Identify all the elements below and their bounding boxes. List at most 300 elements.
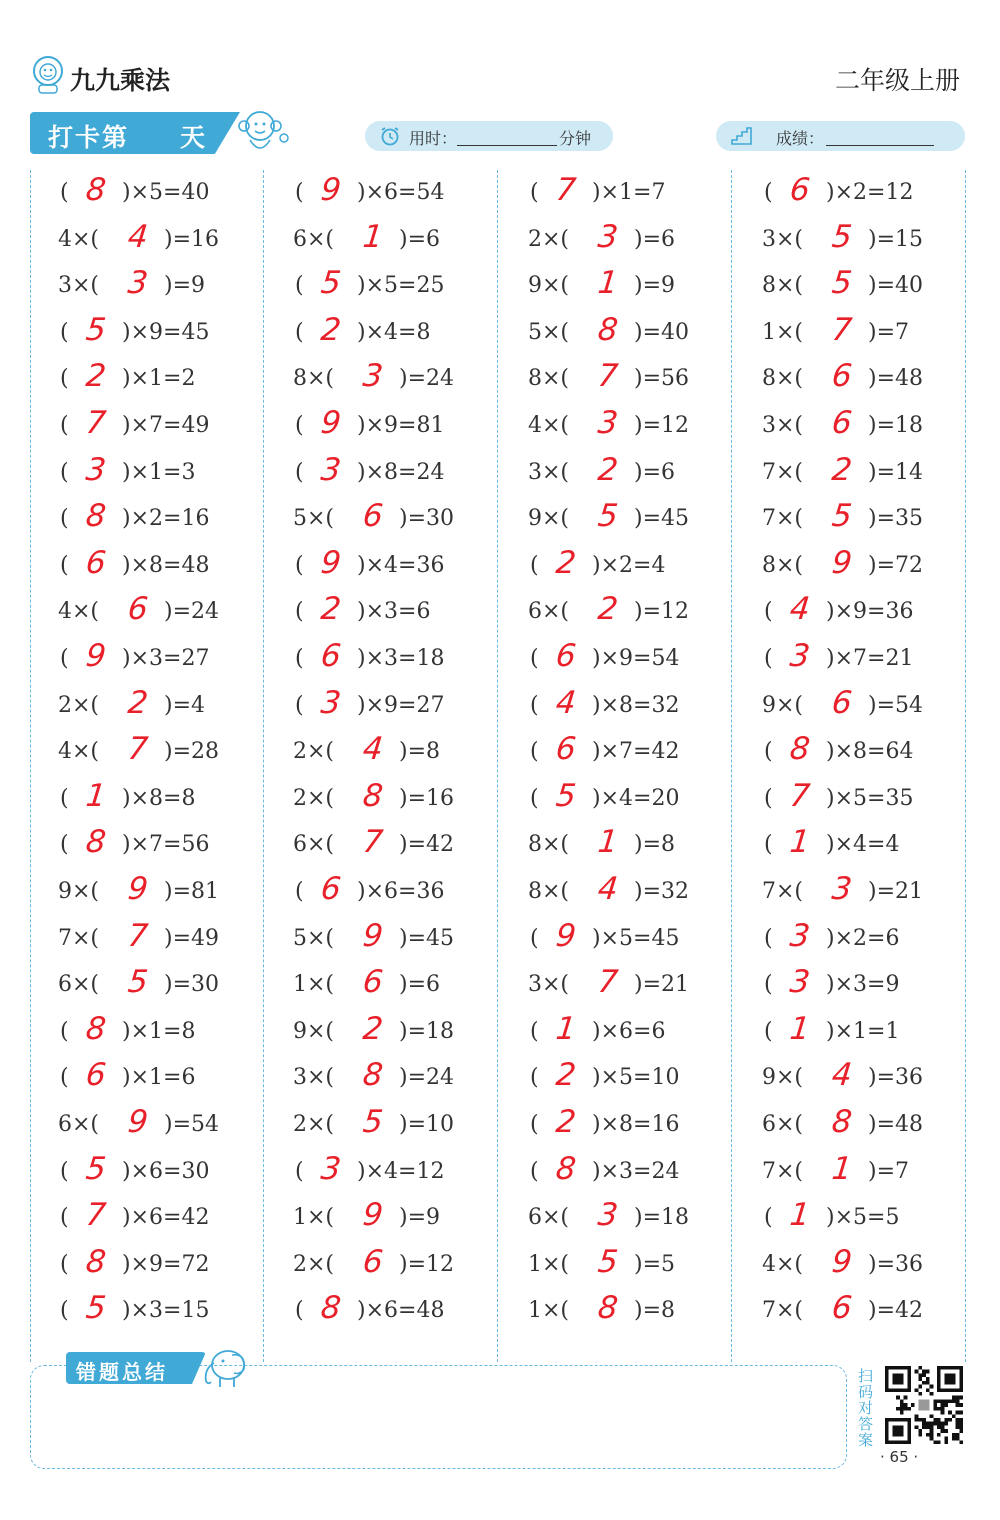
score-input-line[interactable] [826,145,934,146]
problem-suffix: )×9=72 [122,1251,210,1277]
problem-prefix: ( [530,785,539,811]
problem-item [734,636,967,682]
handwritten-answer[interactable]: 7 [126,731,150,768]
monkey-mascot-icon [232,104,290,160]
handwritten-answer[interactable]: 5 [830,498,854,535]
problem-prefix: 4×( [528,413,570,438]
handwritten-answer[interactable]: 7 [126,917,150,954]
handwritten-answer[interactable]: 1 [788,824,812,861]
handwritten-answer[interactable]: 9 [126,1104,150,1140]
handwritten-answer[interactable]: 6 [788,172,812,208]
problem-item [30,589,263,635]
handwritten-answer[interactable]: 9 [126,871,150,907]
problem-prefix: 3×( [58,273,100,299]
problem-prefix: ( [60,366,69,392]
problem-suffix: )×6=54 [357,180,445,205]
handwritten-answer[interactable]: 5 [84,1150,108,1187]
handwritten-answer[interactable]: 2 [319,311,343,348]
handwritten-answer[interactable]: 7 [554,172,578,208]
problem-item [734,403,967,449]
problem-item [734,1149,967,1195]
problem-prefix: ( [530,925,539,951]
problem-item [30,450,263,496]
problem-item [30,217,263,263]
handwritten-answer[interactable]: 5 [84,1290,108,1327]
handwritten-answer[interactable]: 7 [596,358,620,395]
problem-item [734,496,967,542]
problem-item [500,217,733,263]
problem-prefix: ( [295,552,304,578]
problem-prefix: ( [295,879,304,904]
handwritten-answer[interactable]: 5 [596,498,620,535]
handwritten-answer[interactable]: 3 [596,405,620,441]
problem-suffix: )×9=54 [592,646,680,671]
problem-item [265,403,498,449]
handwritten-answer[interactable]: 3 [788,964,812,1001]
problem-suffix: )×5=5 [826,1205,900,1231]
problem-prefix: ( [295,459,304,485]
problem-suffix: )=18 [399,1018,455,1044]
problem-prefix: ( [530,1018,539,1044]
problem-suffix: )=36 [868,1065,924,1091]
handwritten-answer[interactable]: 5 [596,1243,620,1280]
handwritten-answer[interactable]: 9 [361,917,385,954]
problem-prefix: ( [764,1018,773,1044]
problem-suffix: )=14 [868,459,924,485]
handwritten-answer[interactable]: 2 [596,451,620,488]
problem-prefix: 4×( [58,226,100,252]
problem-item [265,1102,498,1148]
problem-suffix: )=8 [634,1298,676,1324]
problem-suffix: )=54 [868,692,924,718]
problem-prefix: ( [530,552,539,578]
problem-prefix: 7×( [762,459,804,485]
handwritten-answer[interactable]: 3 [596,1197,620,1234]
problem-item [265,916,498,962]
problem-item [30,310,263,356]
problem-item [265,496,498,542]
problem-item [30,729,263,775]
problem-item [734,543,967,589]
handwritten-answer[interactable]: 2 [554,1057,578,1094]
problem-suffix: )×5=25 [357,273,445,299]
handwritten-answer[interactable]: 7 [84,405,108,441]
problem-item [265,543,498,589]
handwritten-answer[interactable]: 9 [361,1197,385,1234]
problem-prefix: ( [764,599,773,625]
handwritten-answer[interactable]: 8 [554,1150,578,1187]
problem-suffix: )=48 [868,366,924,392]
problem-item [30,263,263,309]
time-label: 用时： [409,129,458,148]
handwritten-answer[interactable]: 8 [361,1057,385,1094]
handwritten-answer[interactable]: 7 [788,777,812,814]
problem-prefix: 9×( [293,1018,335,1044]
problem-item [265,450,498,496]
handwritten-answer[interactable]: 1 [830,1150,854,1187]
handwritten-answer[interactable]: 1 [554,1010,578,1047]
handwritten-answer[interactable]: 7 [596,964,620,1001]
problem-suffix: )=5 [634,1251,676,1277]
handwritten-answer[interactable]: 3 [126,265,150,302]
handwritten-answer[interactable]: 6 [554,731,578,768]
problem-suffix: )×1=6 [122,1065,196,1091]
problem-item [500,1242,733,1288]
elephant-icon [198,1345,252,1389]
problem-prefix: ( [295,319,304,345]
score-field [716,121,965,151]
problem-item [265,729,498,775]
problem-column-4 [734,170,967,1362]
handwritten-answer[interactable]: 6 [361,1243,385,1280]
problem-item [500,589,733,635]
problem-suffix: )=40 [868,273,924,299]
problem-item [734,1009,967,1055]
problem-suffix: )×6=36 [357,879,445,904]
problem-item [265,1242,498,1288]
problem-prefix: ( [530,739,539,765]
problem-suffix: )=36 [868,1251,924,1277]
handwritten-answer[interactable]: 3 [361,358,385,395]
problem-suffix: )=24 [399,366,455,392]
problem-prefix: 7×( [762,506,804,532]
problem-item [265,962,498,1008]
handwritten-answer[interactable]: 5 [126,964,150,1001]
handwritten-answer[interactable]: 3 [319,451,343,488]
handwritten-answer[interactable]: 7 [830,311,854,348]
problem-item [734,822,967,868]
problem-suffix: )×8=24 [357,459,445,485]
handwritten-answer[interactable]: 9 [830,1243,854,1280]
handwritten-answer[interactable]: 3 [596,218,620,255]
handwritten-answer[interactable]: 2 [126,684,150,721]
handwritten-answer[interactable]: 1 [361,218,385,255]
problem-suffix: )=30 [164,972,220,998]
checkin-label: 打卡第 [48,123,130,152]
problem-prefix: ( [60,646,69,671]
problem-item [734,962,967,1008]
handwritten-answer[interactable]: 4 [361,731,385,768]
problem-column-3 [500,170,733,1362]
problem-prefix: ( [764,739,773,765]
problem-suffix: )×1=1 [826,1018,900,1044]
problem-prefix: ( [295,646,304,671]
problem-item [500,263,733,309]
problem-item [30,496,263,542]
problem-prefix: 1×( [293,1205,335,1231]
problem-item [500,310,733,356]
problem-item [500,636,733,682]
problem-item [734,589,967,635]
handwritten-answer[interactable]: 1 [84,777,108,814]
problem-prefix: ( [530,1065,539,1091]
time-field [365,121,613,151]
problem-suffix: )=9 [399,1205,441,1231]
handwritten-answer[interactable]: 7 [84,1197,108,1234]
problem-item [500,543,733,589]
problem-grid [30,170,965,1362]
problem-prefix: 3×( [528,972,570,998]
handwritten-answer[interactable]: 6 [84,544,108,581]
handwritten-answer[interactable]: 8 [84,498,108,535]
problem-item [734,1055,967,1101]
handwritten-answer[interactable]: 2 [361,1010,385,1047]
problem-item [734,916,967,962]
problem-suffix: )=9 [164,273,206,299]
handwritten-answer[interactable]: 4 [126,218,150,255]
problem-suffix: )=18 [634,1205,690,1231]
handwritten-answer[interactable]: 6 [830,358,854,395]
handwritten-answer[interactable]: 9 [84,638,108,674]
problem-suffix: )=4 [164,692,206,718]
handwritten-answer[interactable]: 1 [788,1010,812,1047]
problem-prefix: ( [60,1298,69,1324]
handwritten-answer[interactable]: 6 [830,1290,854,1327]
handwritten-answer[interactable]: 8 [361,777,385,814]
problem-prefix: ( [60,413,69,438]
problem-prefix: ( [295,1158,304,1184]
problem-suffix: )×3=6 [357,599,431,625]
handwritten-answer[interactable]: 8 [319,1290,343,1327]
book-title: 九九乘法 [70,66,171,95]
handwritten-answer[interactable]: 9 [319,172,343,208]
problem-prefix: ( [295,413,304,438]
problem-prefix: ( [60,1018,69,1044]
problem-prefix: ( [295,692,304,718]
problem-suffix: )=45 [634,506,690,532]
handwritten-answer[interactable]: 5 [830,218,854,255]
problem-prefix: ( [530,692,539,718]
problem-suffix: )=42 [399,832,455,858]
problem-item [734,1102,967,1148]
problem-suffix: )×8=16 [592,1112,680,1137]
problem-suffix: )×7=21 [826,646,914,671]
handwritten-answer[interactable]: 6 [319,871,343,907]
problem-prefix: ( [60,506,69,532]
page-header [30,55,960,99]
alarm-clock-icon [379,126,401,146]
problem-item [265,1149,498,1195]
problem-item [30,1009,263,1055]
handwritten-answer[interactable]: 8 [830,1104,854,1140]
handwritten-answer[interactable]: 2 [319,591,343,628]
handwritten-answer[interactable]: 8 [788,731,812,768]
problem-item [265,356,498,402]
handwritten-answer[interactable]: 2 [84,358,108,395]
problem-suffix: )×4=4 [826,832,900,858]
handwritten-answer[interactable]: 2 [830,451,854,488]
problem-suffix: )×5=10 [592,1065,680,1091]
problem-item [734,263,967,309]
handwritten-answer[interactable]: 3 [84,451,108,488]
handwritten-answer[interactable]: 9 [319,405,343,441]
problem-prefix: 8×( [528,832,570,858]
handwritten-answer[interactable]: 8 [84,824,108,861]
handwritten-answer[interactable]: 1 [596,265,620,302]
problem-prefix: 3×( [528,459,570,485]
problem-prefix: ( [60,459,69,485]
handwritten-answer[interactable]: 1 [788,1197,812,1234]
problem-suffix: )×3=27 [122,646,210,671]
problem-suffix: )=8 [399,739,441,765]
problem-item [734,170,967,216]
problem-suffix: )×4=36 [357,552,445,578]
handwritten-answer[interactable]: 3 [319,684,343,721]
problem-prefix: 4×( [762,1251,804,1277]
problem-prefix: 8×( [528,366,570,392]
handwritten-answer[interactable]: 6 [830,684,854,721]
qr-code-icon[interactable] [882,1366,966,1444]
handwritten-answer[interactable]: 3 [788,917,812,954]
problem-prefix: 3×( [762,226,804,252]
problem-prefix: ( [530,180,539,205]
handwritten-answer[interactable]: 1 [596,824,620,861]
problem-item [734,1242,967,1288]
problem-prefix: 7×( [762,879,804,904]
problem-item [734,217,967,263]
handwritten-answer[interactable]: 4 [554,684,578,721]
problem-prefix: 1×( [293,972,335,998]
problem-item [265,1288,498,1334]
problem-prefix: 6×( [293,226,335,252]
handwritten-answer[interactable]: 6 [830,405,854,441]
score-label: 成绩： [776,129,825,148]
problem-suffix: )=35 [868,506,924,532]
problem-item [734,729,967,775]
problem-prefix: ( [764,646,773,671]
problem-suffix: )×6=6 [592,1018,666,1044]
problem-suffix: )×1=8 [122,1018,196,1044]
problem-prefix: 2×( [58,692,100,718]
handwritten-answer[interactable]: 6 [361,964,385,1001]
handwritten-answer[interactable]: 5 [361,1104,385,1140]
problem-item [30,403,263,449]
column-divider [263,170,264,1362]
problem-suffix: )×4=12 [357,1158,445,1184]
problem-item [265,776,498,822]
handwritten-answer[interactable]: 4 [596,871,620,907]
problem-prefix: 4×( [58,739,100,765]
problem-prefix: ( [764,925,773,951]
problem-prefix: ( [60,1251,69,1277]
handwritten-answer[interactable]: 4 [788,591,812,628]
problem-prefix: ( [295,273,304,299]
problem-item [500,729,733,775]
problem-suffix: )×2=4 [592,552,666,578]
problem-item [500,962,733,1008]
problem-item [265,822,498,868]
problem-suffix: )×2=16 [122,506,210,532]
problem-suffix: )×9=36 [826,599,914,625]
problem-suffix: )×5=45 [592,925,680,951]
problem-suffix: )×1=3 [122,459,196,485]
problem-suffix: )=21 [634,972,690,998]
problem-prefix: 2×( [293,1112,335,1137]
handwritten-answer[interactable]: 8 [596,1290,620,1327]
problem-suffix: )=16 [399,785,455,811]
problem-prefix: 9×( [762,692,804,718]
problem-prefix: ( [764,785,773,811]
handwritten-answer[interactable]: 2 [596,591,620,628]
problem-prefix: ( [60,180,69,205]
handwritten-answer[interactable]: 5 [830,265,854,302]
problem-item [500,356,733,402]
handwritten-answer[interactable]: 5 [319,265,343,302]
problem-prefix: ( [295,1298,304,1324]
problem-suffix: )=9 [634,273,676,299]
handwritten-answer[interactable]: 9 [319,544,343,581]
problem-item [30,543,263,589]
handwritten-answer[interactable]: 8 [84,1243,108,1280]
handwritten-answer[interactable]: 6 [84,1057,108,1094]
problem-prefix: 9×( [528,273,570,299]
handwritten-answer[interactable]: 6 [361,498,385,535]
problem-suffix: )=6 [399,972,441,998]
problem-suffix: )×5=40 [122,180,210,205]
handwritten-answer[interactable]: 6 [554,638,578,674]
handwritten-answer[interactable]: 3 [319,1150,343,1187]
problem-item [500,822,733,868]
problem-item [265,1195,498,1241]
problem-suffix: )=6 [634,226,676,252]
problem-suffix: )×6=42 [122,1205,210,1231]
handwritten-answer[interactable]: 2 [554,1104,578,1140]
handwritten-answer[interactable]: 8 [84,1010,108,1047]
problem-suffix: )×9=45 [122,319,210,345]
handwritten-answer[interactable]: 3 [830,871,854,907]
problem-prefix: 7×( [762,1298,804,1324]
problem-suffix: )×7=56 [122,832,210,858]
problem-suffix: )×2=12 [826,180,914,205]
handwritten-answer[interactable]: 5 [84,311,108,348]
problem-suffix: )×8=8 [122,785,196,811]
problem-prefix: ( [530,646,539,671]
problem-item [265,1055,498,1101]
problem-prefix: ( [764,832,773,858]
problem-prefix: 8×( [762,273,804,299]
handwritten-answer[interactable]: 9 [830,544,854,581]
handwritten-answer[interactable]: 7 [361,824,385,861]
handwritten-answer[interactable]: 2 [554,544,578,581]
handwritten-answer[interactable]: 9 [554,917,578,954]
problem-prefix: ( [764,1205,773,1231]
handwritten-answer[interactable]: 6 [319,638,343,674]
problem-suffix: )=21 [868,879,924,904]
problem-item [30,822,263,868]
handwritten-answer[interactable]: 5 [554,777,578,814]
problem-suffix: )=49 [164,925,220,951]
problem-item [500,1195,733,1241]
problem-prefix: 2×( [293,1251,335,1277]
problem-item [30,869,263,915]
problem-item [734,356,967,402]
problem-suffix: )×1=2 [122,366,196,392]
time-input-line[interactable] [457,145,557,146]
problem-item [734,1288,967,1334]
problem-suffix: )=45 [399,925,455,951]
problem-prefix: ( [60,552,69,578]
scan-answer-label: 扫码对答案 [858,1367,874,1449]
problem-item [30,776,263,822]
handwritten-answer[interactable]: 8 [84,172,108,208]
handwritten-answer[interactable]: 3 [788,638,812,674]
handwritten-answer[interactable]: 8 [596,311,620,348]
handwritten-answer[interactable]: 6 [126,591,150,628]
problem-item [500,1288,733,1334]
handwritten-answer[interactable]: 4 [830,1057,854,1094]
problem-prefix: 5×( [293,506,335,532]
grade-label: 二年级上册 [834,66,960,95]
